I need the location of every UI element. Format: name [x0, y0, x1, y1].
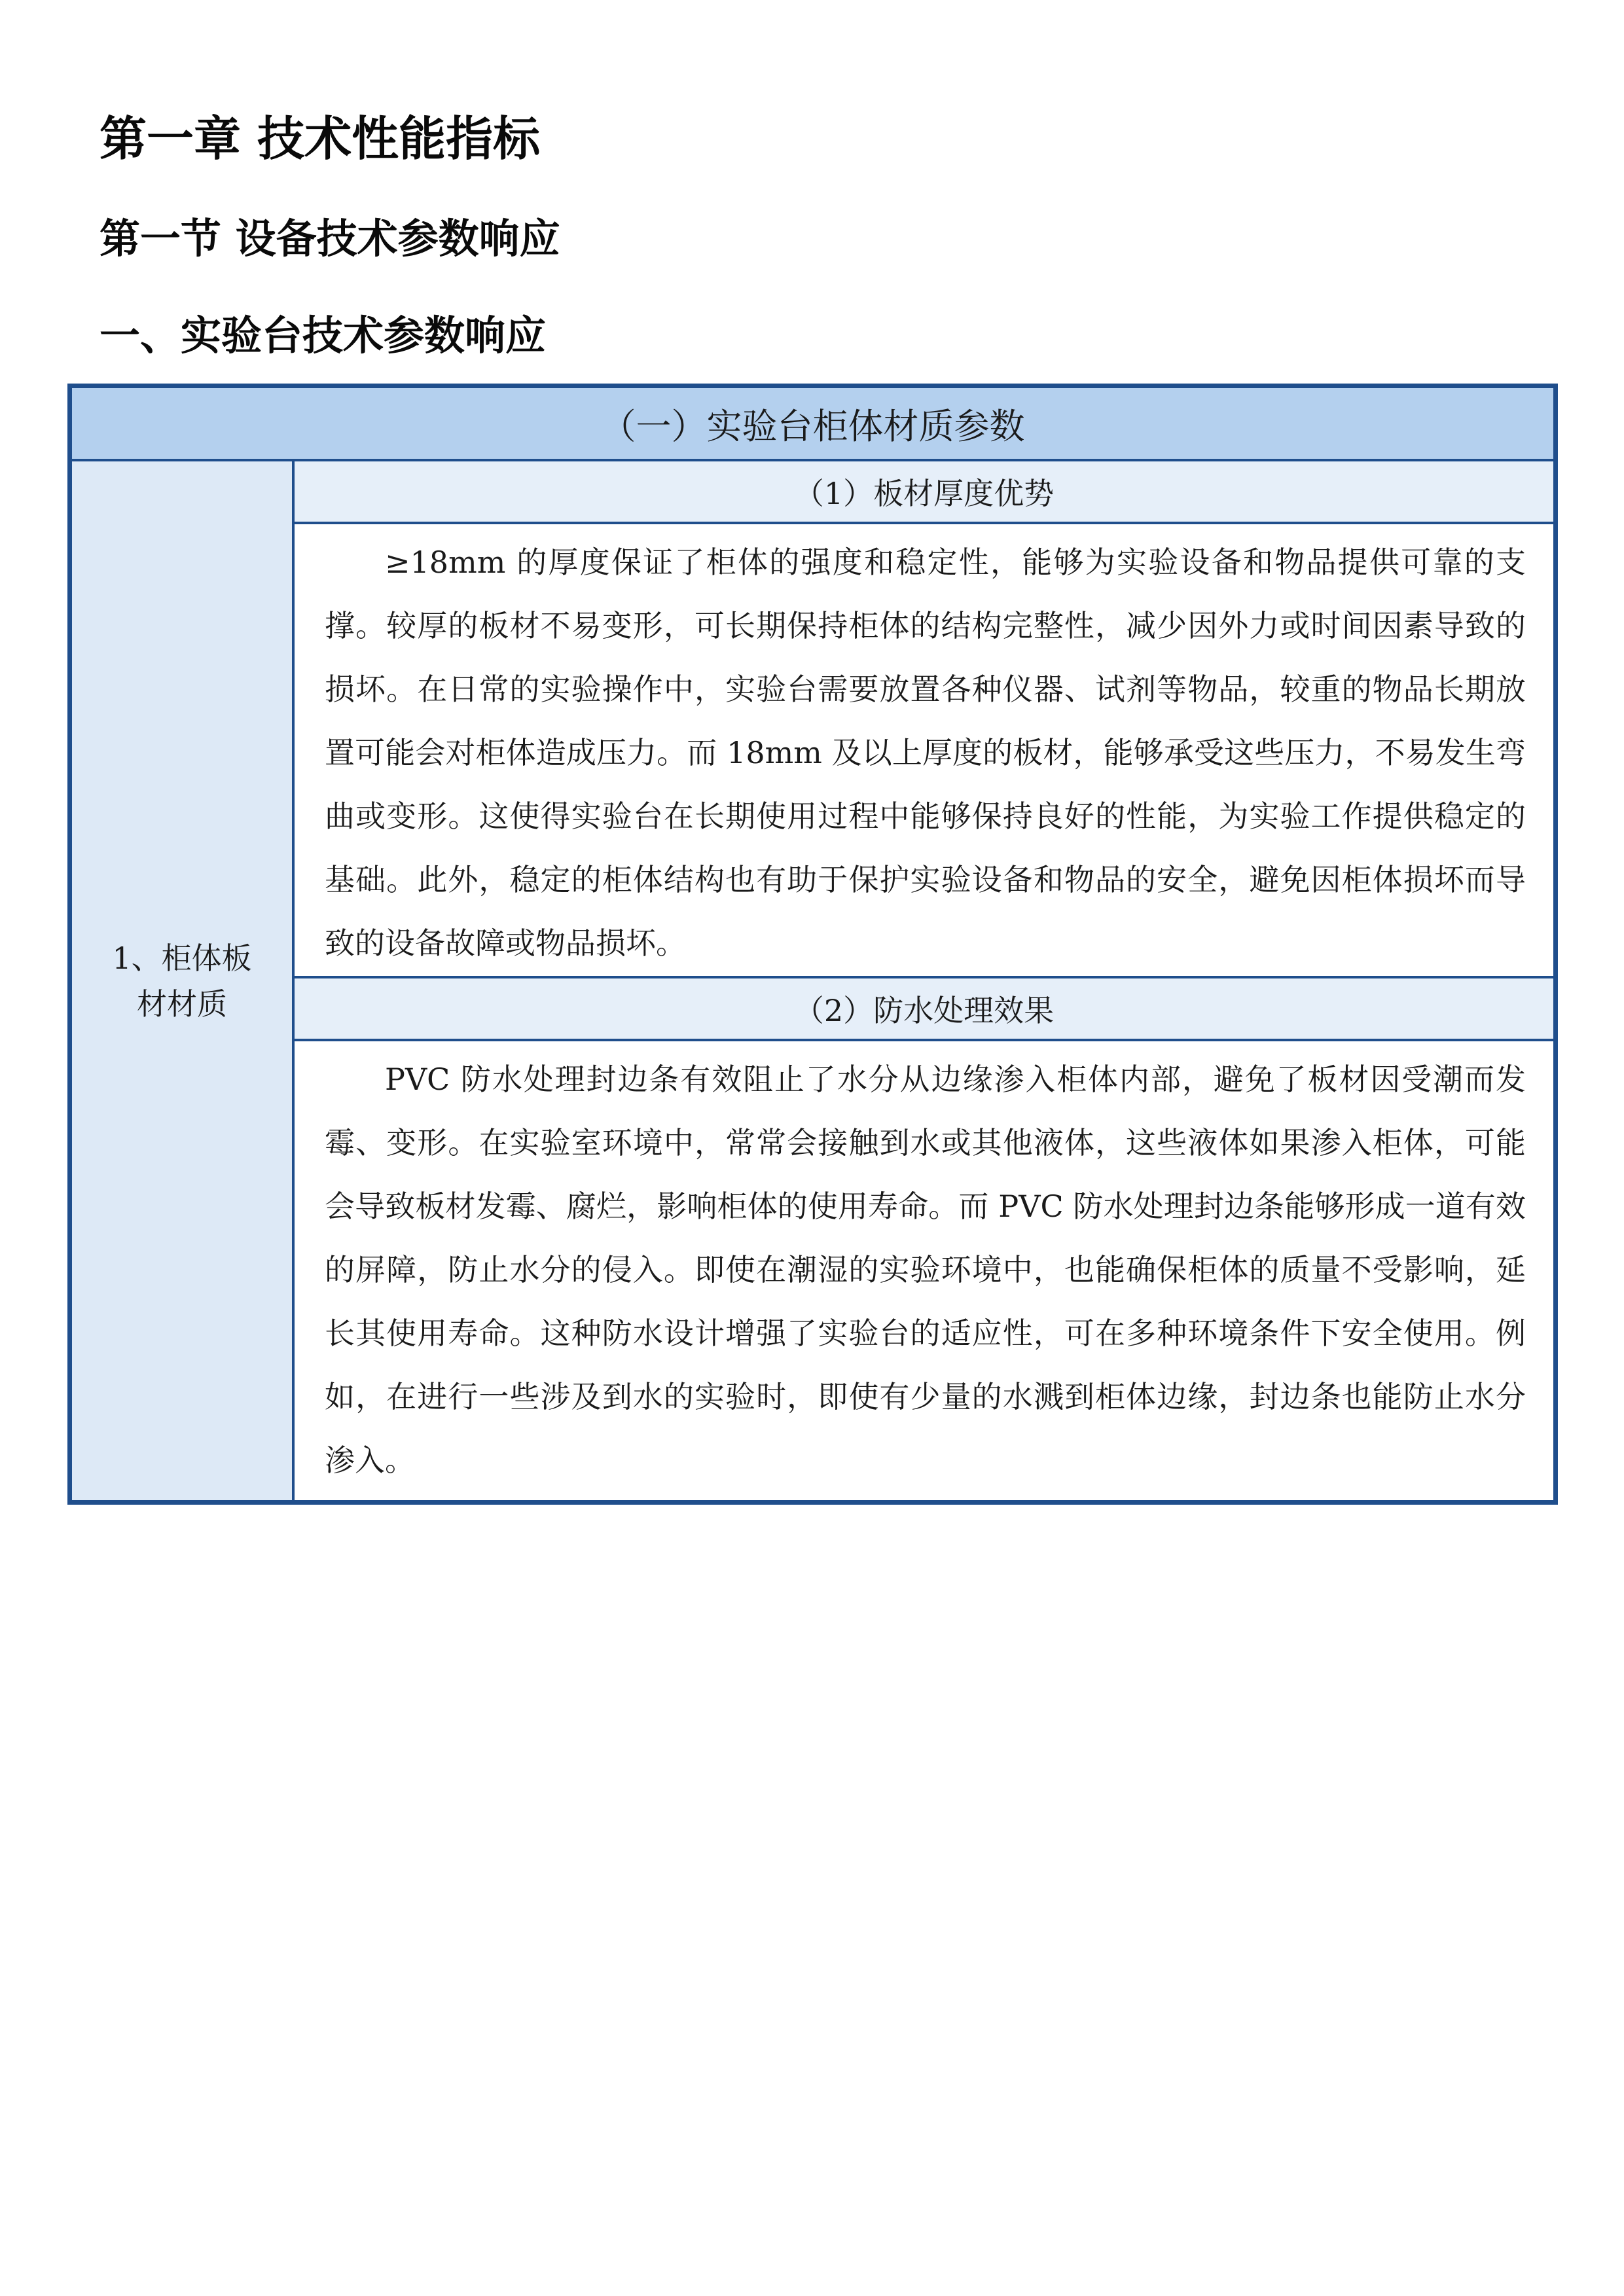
- item-heading-waterproof: （2）防水处理效果: [295, 976, 1553, 1041]
- table-title: （一）实验台柜体材质参数: [72, 388, 1553, 461]
- row-label: 1、柜体板材材质: [112, 940, 252, 1022]
- item-body-waterproof: [295, 1041, 1553, 1500]
- item-body-thickness: [295, 524, 1553, 976]
- item-text-thickness: ≥18mm 的厚度保证了柜体的强度和稳定性，能够为实验设备和物品提供可靠的支撑。较厚的板材不易变形，可长期保持柜体的结构完整性，减少因外力或时间因素导致的损坏。在日常的实验操作中，实验台需要放置各种仪器、试剂等物品，较重的物品长期放置可能会对柜体造成压力。而 18mm 及以上厚度的板材，能够承受这些压力，不易发生弯曲或变形。这使得实验台在长期使用过程中能够保持良好的性能，为实验工作提供稳定的基础。此外，稳定的柜体结构也有助于保护实验设备和物品的安全，避免因柜体损坏而导致的设备故障或物品损坏。: [325, 545, 1526, 961]
- item-heading-thickness: （1）板材厚度优势: [295, 461, 1553, 524]
- chapter-title: 第一章 技术性能指标: [99, 111, 541, 166]
- item-text-waterproof: PVC 防水处理封边条有效阻止了水分从边缘渗入柜体内部，避免了板材因受潮而发霉、变形。在实验室环境中，常常会接触到水或其他液体，这些液体如果渗入柜体，可能会导致板材发霉、腐烂，影响柜体的使用寿命。而 PVC 防水处理封边条能够形成一道有效的屏障，防止水分的侵入。即使在潮湿的实验环境中，也能确保柜体的质量不受影响，延长其使用寿命。这种防水设计增强了实验台的适应性，可在多种环境条件下安全使用。例如，在进行一些涉及到水的实验时，即使有少量的水溅到柜体边缘，封边条也能防止水分渗入。: [325, 1062, 1526, 1478]
- parameter-table: [67, 384, 1558, 1505]
- row-label-cell: [72, 461, 295, 1500]
- subsection-title: 一、实验台技术参数响应: [99, 312, 547, 359]
- section-title: 第一节 设备技术参数响应: [99, 215, 560, 262]
